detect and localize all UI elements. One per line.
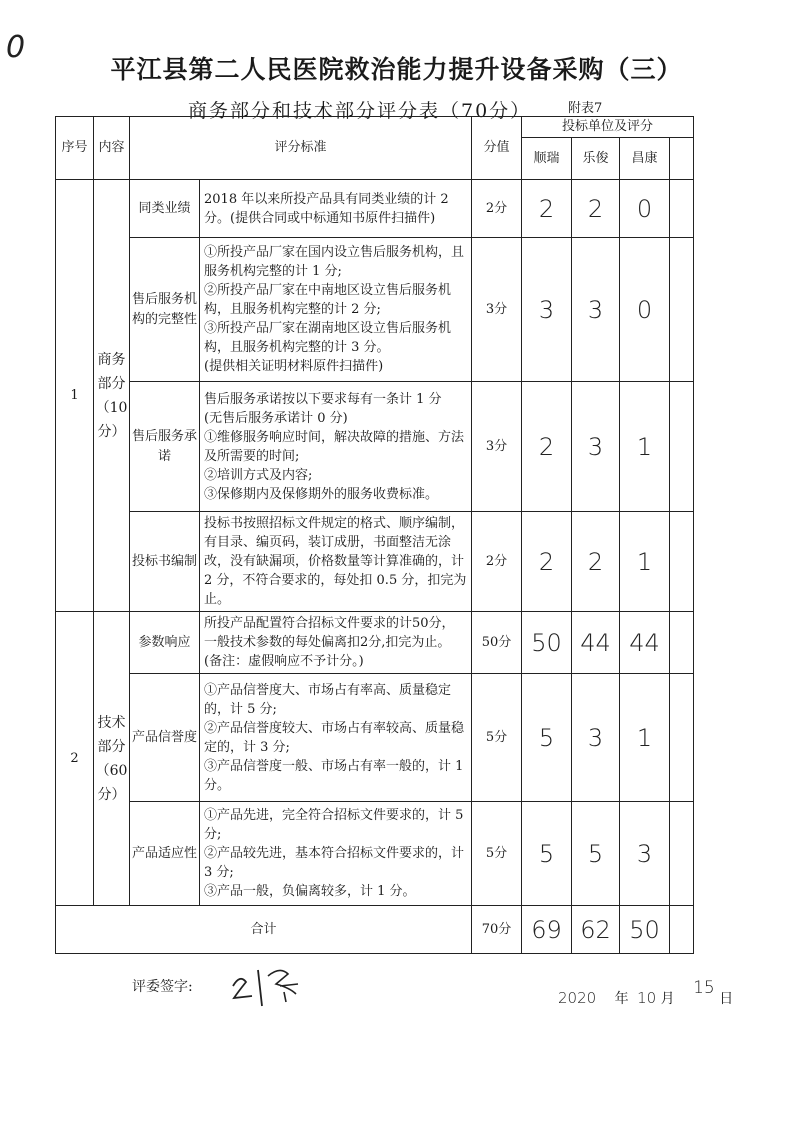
item-points: 5分 [472,802,522,906]
item-criteria: 所投产品配置符合招标文件要求的计50分，一般技术参数的每处偏离扣2分,扣完为止。 (备注：虚假响应不予计分。) [200,612,472,674]
item-criteria: 售后服务承诺按以下要求每有一条计 1 分 (无售后服务承诺计 0 分) ①维修服务响应时间，解决故障的措施、方法及所需要的时间; ②培训方式及内容; ③保修期内及保修期外的服务收费标准。 [200,382,472,512]
date-month-unit: 月 [660,991,675,1007]
date-line [558,978,734,1008]
total-bidder-1: 69 [522,906,572,954]
item-points: 2分 [472,180,522,238]
table-row [56,382,694,512]
date-day: 15 [693,978,715,998]
item-name: 售后服务机构的完整性 [130,238,200,382]
date-year: 2020 [558,989,597,1007]
score-bidder-2: 44 [572,612,620,674]
total-points: 70分 [472,906,522,954]
score-bidder-2: 2 [572,180,620,238]
total-row [56,906,694,954]
table-row [56,802,694,906]
scoring-table [55,116,694,954]
document-title: 平江县第二人民医院救治能力提升设备采购（三） [110,55,683,84]
score-bidder-3: 1 [620,674,670,802]
score-bidder-3: 3 [620,802,670,906]
score-bidder-3: 1 [620,512,670,612]
score-bidder-1: 50 [522,612,572,674]
header-content: 内容 [94,117,130,180]
section-content: 商务部分（10分） [94,180,130,612]
score-bidder-1: 2 [522,180,572,238]
score-bidder-1: 5 [522,802,572,906]
item-name: 投标书编制 [130,512,200,612]
item-name: 售后服务承诺 [130,382,200,512]
section-content: 技术部分（60分） [94,612,130,906]
date-month: 10 [637,989,657,1007]
score-bidder-3: 0 [620,238,670,382]
item-name: 产品信誉度 [130,674,200,802]
item-criteria: ①所投产品厂家在国内设立售后服务机构，且服务机构完整的计 1 分; ②所投产品厂家在中南地区设立售后服务机构，且服务机构完整的计 2 分; ③所投产品厂家在湖南地区设立售后服务机构，且服务机构完整的计 3 分。 (提供相关证明材料原件扫描件) [200,238,472,382]
item-points: 2分 [472,512,522,612]
header-bidder-3: 昌康 [620,138,670,180]
header-points: 分值 [472,117,522,180]
signature-label: 评委签字: [132,979,193,995]
item-points: 3分 [472,238,522,382]
table-row [56,180,694,238]
table-row [56,512,694,612]
header-seq: 序号 [56,117,94,180]
attachment-label: 附表7 [568,101,603,116]
header-bidder-empty [670,138,694,180]
table-row [56,238,694,382]
item-name: 同类业绩 [130,180,200,238]
item-name: 参数响应 [130,612,200,674]
table-row [56,612,694,674]
total-bidder-2: 62 [572,906,620,954]
score-bidder-3: 1 [620,382,670,512]
item-criteria: ①产品信誉度大、市场占有率高、质量稳定的，计 5 分; ②产品信誉度较大、市场占有率较高、质量稳定的，计 3 分; ③产品信誉度一般、市场占有率一般的，计 1 分。 [200,674,472,802]
score-bidder-2: 3 [572,382,620,512]
item-name: 产品适应性 [130,802,200,906]
header-bidder-1: 顺瑞 [522,138,572,180]
score-bidder-1: 3 [522,238,572,382]
score-bidder-1: 5 [522,674,572,802]
item-criteria: 2018 年以来所投产品具有同类业绩的计 2 分。(提供合同或中标通知书原件扫描件) [200,180,472,238]
section-seq: 2 [56,612,94,906]
table-row [56,674,694,802]
page-number-mark: 0 [6,30,26,65]
total-bidder-3: 50 [620,906,670,954]
item-points: 5分 [472,674,522,802]
score-bidder-3: 0 [620,180,670,238]
total-label: 合计 [56,906,472,954]
header-row [56,117,694,138]
score-bidder-2: 5 [572,802,620,906]
date-year-unit: 年 [614,991,629,1007]
section-seq: 1 [56,180,94,612]
item-criteria: 投标书按照招标文件规定的格式、顺序编制，有目录、编页码，装订成册，书面整洁无涂改，没有缺漏项，价格数量等计算准确的，计 2 分，不符合要求的，每处扣 0.5 分，扣完为止。 [200,512,472,612]
header-bidder-2: 乐俊 [572,138,620,180]
score-bidder-1: 2 [522,512,572,612]
item-points: 50分 [472,612,522,674]
score-bidder-2: 3 [572,674,620,802]
item-points: 3分 [472,382,522,512]
score-bidder-3: 44 [620,612,670,674]
score-bidder-1: 2 [522,382,572,512]
score-bidder-2: 3 [572,238,620,382]
date-day-unit: 日 [719,991,734,1007]
item-criteria: ①产品先进，完全符合招标文件要求的，计 5 分; ②产品较先进，基本符合招标文件要求的，计 3 分; ③产品一般，负偏离较多，计 1 分。 [200,802,472,906]
score-bidder-2: 2 [572,512,620,612]
handwritten-signature [228,948,308,1008]
header-criteria: 评分标准 [130,117,472,180]
document-subtitle: 商务部分和技术部分评分表（70分） [188,100,532,122]
header-bidders: 投标单位及评分 [522,117,694,138]
